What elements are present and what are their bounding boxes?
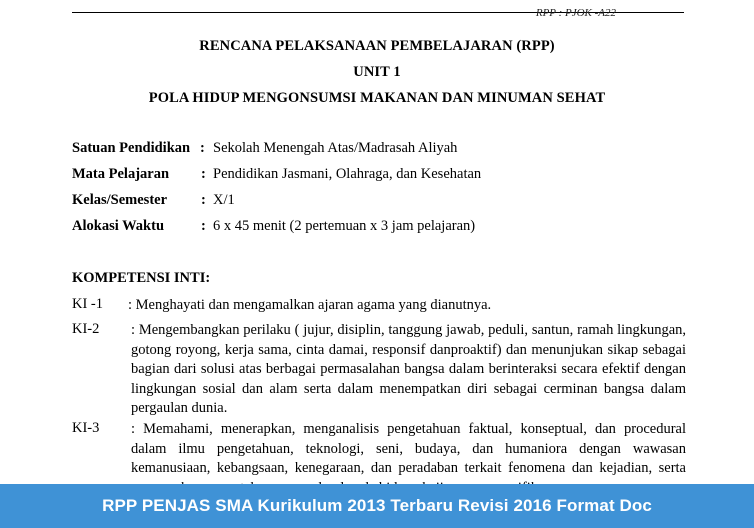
- document-title: RENCANA PELAKSANAAN PEMBELAJARAN (RPP): [199, 38, 555, 54]
- identity-value: Sekolah Menengah Atas/Madrasah Aliyah: [213, 140, 458, 156]
- identity-colon: :: [201, 218, 206, 234]
- identity-colon: :: [201, 166, 206, 182]
- ki-code: KI-2: [72, 321, 100, 337]
- ki-code: KI -1: [72, 296, 104, 312]
- ki-code: KI-3: [72, 420, 100, 436]
- identity-colon: :: [201, 192, 206, 208]
- identity-value: X/1: [213, 192, 235, 208]
- identity-label: Mata Pelajaran: [72, 166, 170, 182]
- ki-text: : Menghayati dan mengamalkan ajaran agama yang dianutnya.: [128, 297, 492, 313]
- identity-label: Kelas/Semester: [72, 192, 168, 208]
- header-rule: [72, 7, 684, 19]
- identity-value: Pendidikan Jasmani, Olahraga, dan Kesehatan: [213, 166, 482, 182]
- topic-title: POLA HIDUP MENGONSUMSI MAKANAN DAN MINUMAN SEHAT: [148, 90, 606, 106]
- identity-label: Alokasi Waktu: [72, 218, 165, 234]
- section-heading: KOMPETENSI INTI:: [72, 270, 211, 286]
- identity-value: 6 x 45 menit (2 pertemuan x 3 jam pelajaran): [213, 218, 476, 234]
- ki-text: : Mengembangkan perilaku ( jujur, disiplin, tanggung jawab, peduli, santun, ramah lingkungan, gotong royong, kerja sama, cinta damai, responsif danproaktif) dan menunjukan sikap sebagai bagian dari solusi atas berbagai permasalahan bangsa dalam berinteraksi secara efektif dengan lingkungan sosial dan alam serta dalam menempatkan diri sebagai cerminan bangsa dalam pergaulan dunia.: [131, 322, 686, 416]
- identity-label: Satuan Pendidikan: [72, 140, 191, 156]
- ki-text: : Memahami, menerapkan, menganalisis pengetahuan faktual, konseptual, dan procedural dalam ilmu pengetahuan, teknologi, seni, budaya, dan humaniora dengan wawasan kemanusiaan, kebangsaan, kenegaraan, dan peradaban terkait fenomena dan kejadian, serta: [131, 421, 686, 476]
- caption-banner: RPP PENJAS SMA Kurikulum 2013 Terbaru Revisi 2016 Format Doc: [0, 484, 754, 528]
- unit-title: UNIT 1: [353, 64, 401, 80]
- identity-colon: :: [200, 140, 205, 156]
- header-tag: RPP : PJOK -A22: [535, 7, 616, 19]
